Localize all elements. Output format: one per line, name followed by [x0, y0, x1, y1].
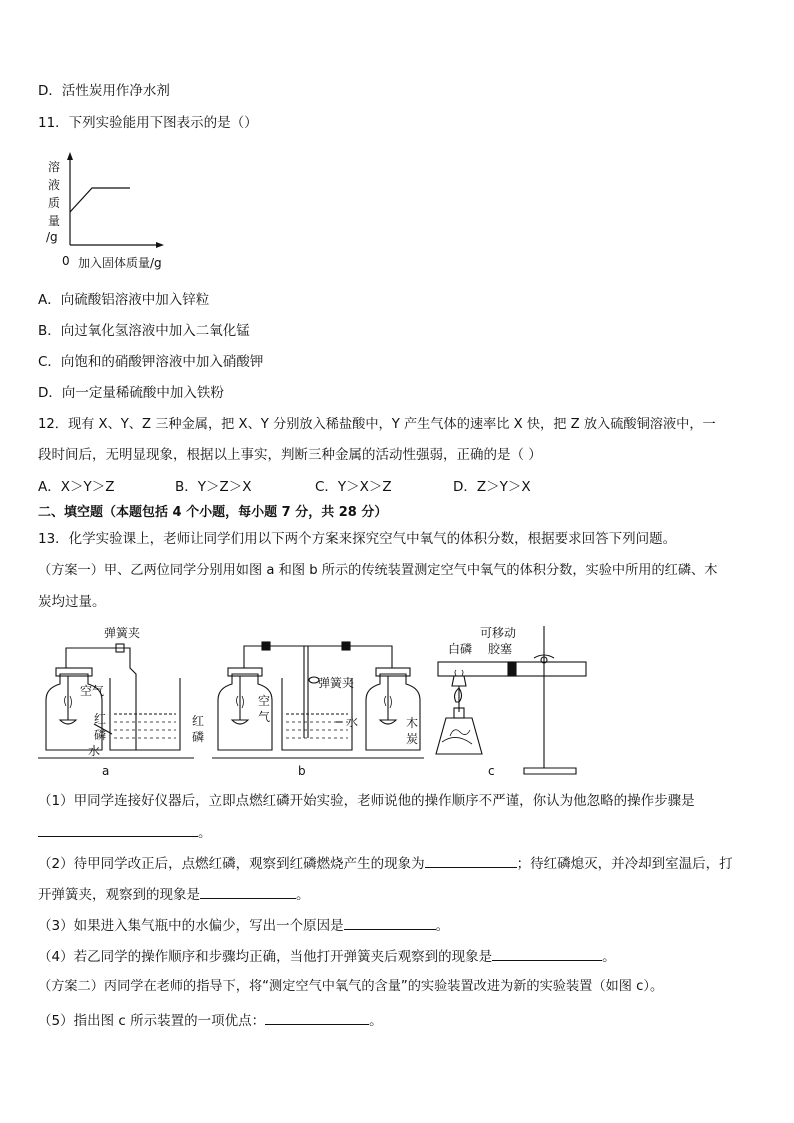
q11-graph [40, 150, 220, 270]
graph-axes [40, 150, 220, 270]
q12-option-a: A．X＞Y＞Z [38, 479, 115, 495]
q11-option-b: B．向过氧化氢溶液中加入二氧化锰 [38, 323, 250, 339]
answer-blank-4[interactable] [492, 946, 602, 961]
graph-ylabel-5: /g [46, 230, 58, 244]
graph-xlabel: 加入固体质量/g [78, 256, 162, 270]
graph-ylabel-3: 质 [48, 196, 61, 210]
sub-question-2-line1: （2）待甲同学改正后，点燃红磷，观察到红磷燃烧产生的现象为 ；待红磷熄灭，并冷却到室温后，打 [38, 853, 733, 873]
fig-b-air-1: 空 [258, 694, 271, 708]
sub-question-1-answer: 。 [38, 822, 212, 842]
figure-a [38, 644, 194, 758]
figure-b [212, 642, 424, 758]
fig-b-charcoal-1: 木 [406, 716, 419, 730]
question-13-line3: 炭均过量。 [38, 594, 106, 610]
graph-ylabel-1: 溶 [48, 160, 61, 174]
sub-question-2-line2: 开弹簧夹，观察到的现象是 。 [38, 884, 310, 904]
sub-question-5: （5）指出图 c 所示装置的一项优点： 。 [38, 1010, 383, 1030]
plan-2: （方案二）丙同学在老师的指导下，将“测定空气中氧气的含量”的实验装置改进为新的实验装置（如图 c）。 [38, 979, 664, 994]
fig-c-plug-1: 可移动 [480, 626, 517, 640]
fig-a-air-label: 空气 [80, 684, 105, 698]
question-13-line1: 13．化学实验课上，老师让同学们用以下两个方案来探究空气中氧气的体积分数，根据要求回答下列问题。 [38, 531, 677, 547]
fig-a-clip-label: 弹簧夹 [104, 626, 141, 640]
fig-a-phosphorus-2: 磷 [94, 728, 107, 742]
fig-c-white-phosphorus: 白磷 [448, 642, 473, 656]
answer-blank-3[interactable] [344, 915, 436, 930]
section-2-title: 二、填空题（本题包括 4 个小题，每小题 7 分，共 28 分） [38, 505, 388, 520]
fig-a-water-label: 水 [88, 744, 101, 758]
fig-c-caption: c [488, 764, 495, 778]
q11-option-a: A．向硫酸铝溶液中加入锌粒 [38, 292, 210, 308]
answer-blank-5[interactable] [265, 1010, 369, 1025]
fig-b-clip-label: 弹簧夹 [318, 676, 355, 690]
q11-option-c: C．向饱和的硝酸钾溶液中加入硝酸钾 [38, 354, 264, 370]
fig-a-phosphorus-1: 红 [94, 712, 107, 726]
answer-blank-2a[interactable] [425, 853, 517, 868]
option-d-prev: D．活性炭用作净水剂 [38, 83, 170, 99]
answer-blank-2b[interactable] [200, 884, 296, 899]
fig-c-plug-2: 胶塞 [488, 642, 513, 656]
sub-question-4: （4）若乙同学的操作顺序和步骤均正确，当他打开弹簧夹后观察到的现象是 。 [38, 946, 616, 966]
fig-b-caption: b [298, 764, 306, 778]
q11-option-d: D．向一定量稀硫酸中加入铁粉 [38, 385, 224, 401]
fig-b-water-label: 水 [346, 715, 359, 729]
graph-ylabel-2: 液 [48, 178, 61, 192]
fig-b-charcoal-2: 炭 [406, 732, 419, 746]
fig-b-air-2: 气 [258, 710, 271, 724]
question-12-line2: 段时间后，无明显现象，根据以上事实，判断三种金属的活动性强弱，正确的是（ ） [38, 447, 542, 463]
answer-blank-1[interactable] [38, 822, 198, 837]
fig-b-phosphorus-1: 红 [192, 714, 205, 728]
q12-option-d: D．Z＞Y＞X [453, 479, 531, 495]
sub-question-3: （3）如果进入集气瓶中的水偏少，写出一个原因是 。 [38, 915, 449, 935]
fig-b-phosphorus-2: 磷 [192, 730, 205, 744]
sub-question-1: （1）甲同学连接好仪器后，立即点燃红磷开始实验，老师说他的操作顺序不严谨，你认为他忽略的操作步骤是 [38, 793, 695, 809]
apparatus-figures [36, 622, 596, 782]
question-13-line2: （方案一）甲、乙两位同学分别用如图 a 和图 b 所示的传统装置测定空气中氧气的体积分数，实验中所用的红磷、木 [38, 563, 718, 578]
q12-option-b: B．Y＞Z＞X [175, 479, 252, 495]
fig-a-caption: a [102, 764, 110, 778]
graph-curve [70, 188, 130, 212]
graph-origin: 0 [62, 254, 70, 268]
graph-ylabel-4: 量 [48, 214, 61, 228]
question-11: 11．下列实验能用下图表示的是（） [38, 115, 258, 131]
q12-option-c: C．Y＞X＞Z [315, 479, 392, 495]
question-12-line1: 12．现有 X、Y、Z 三种金属，把 X、Y 分别放入稀盐酸中，Y 产生气体的速率比 X 快，把 Z 放入硫酸铜溶液中，一 [38, 417, 716, 432]
